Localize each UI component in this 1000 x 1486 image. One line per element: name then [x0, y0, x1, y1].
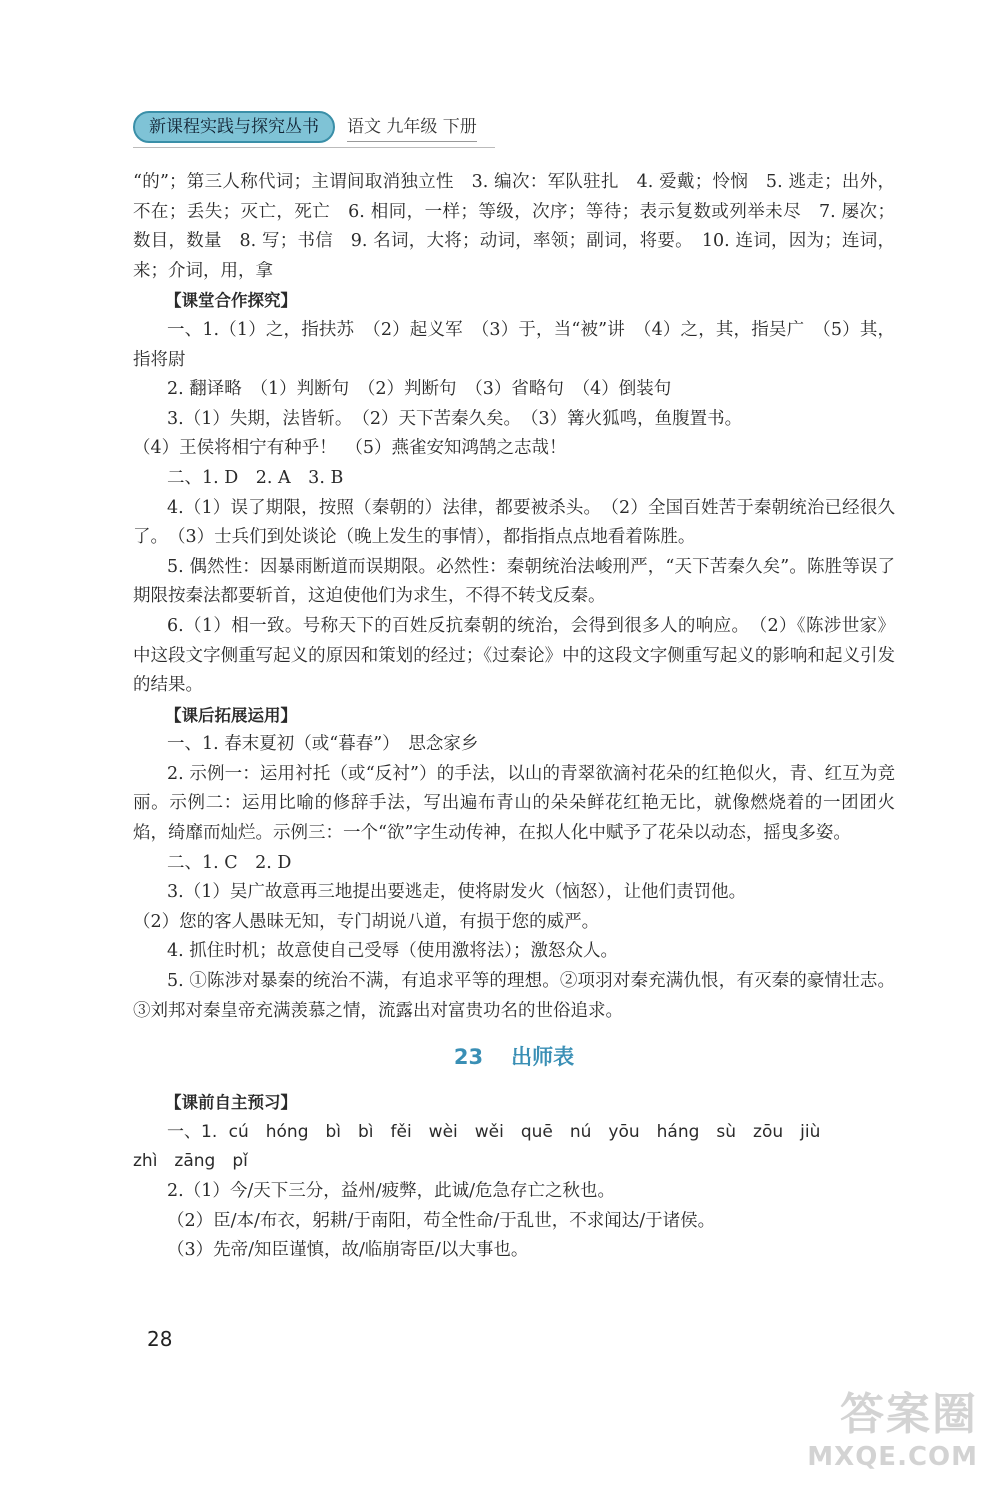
- running-header: [133, 112, 477, 142]
- answer-paragraph: （2）臣/本/布衣，躬耕/于南阳，苟全性命/于乱世，不求闻达/于诸侯。: [167, 1210, 716, 1231]
- answer-paragraph: 2.（1）今/天下三分，益州/疲弊，此诚/危急存亡之秋也。: [167, 1181, 616, 1201]
- answer-paragraph: 5. 偶然性：因暴雨断道而误期限。必然性：秦朝统治法峻刑严，“天下苦秦久矣”。陈胜等误了期限按秦法都要斩首，这迫使他们为求生，不得不转戈反秦。: [133, 556, 895, 607]
- answer-paragraph: 二、1. D 2. A 3. B: [167, 467, 344, 488]
- answer-paragraph: 3.（1）吴广故意再三地提出要逃走，使将尉发火（恼怒），让他们责罚他。: [167, 882, 747, 903]
- section-heading-preview: 【课前自主预习】: [165, 1093, 297, 1113]
- chapter-number: 23: [453, 1045, 484, 1070]
- header-rule: [133, 147, 495, 148]
- answer-paragraph: （3）先帝/知臣谨慎，故/临崩寄臣/以大事也。: [167, 1240, 529, 1261]
- page-content: [133, 168, 895, 1266]
- answer-paragraph: 6.（1）相一致。号称天下的百姓反抗秦朝的统治，会得到很多人的响应。 （2）《陈涉世家》中这段文字侧重写起义的原因和策划的经过；《过秦论》中的这段文字侧重写起义的影响和起义引发的结果。: [133, 615, 895, 696]
- answer-paragraph: 2. 示例一：运用衬托（或“反衬”）的手法，以山的青翠欲滴衬花朵的红艳似火，青、红互为竞丽。示例二：运用比喻的修辞手法，写出遍布青山的朵朵鲜花红艳无比，就像燃烧着的一团团火焰，绮靡而灿烂。示例三：一个“欲”字生动传神，在拟人化中赋予了花朵以动态，摇曳多姿。: [133, 763, 895, 844]
- answer-paragraph: 二、1. C 2. D: [167, 852, 292, 873]
- answer-paragraph: 2. 翻译略 （1）判断句 （2）判断句 （3）省略句 （4）倒装句: [167, 379, 672, 400]
- watermark: [807, 1378, 978, 1472]
- answer-paragraph: 3.（1）失期，法皆斩。 （2）天下苦秦久矣。 （3）篝火狐鸣，鱼腹置书。: [167, 408, 743, 429]
- answer-paragraph: 5. ①陈涉对暴秦的统治不满，有追求平等的理想。②项羽对秦充满仇恨，有灭秦的豪情壮志。③刘邦对秦皇帝充满羡慕之情，流露出对富贵功名的世俗追求。: [133, 971, 895, 1021]
- section-heading-after-class: 【课后拓展运用】: [165, 705, 297, 725]
- chapter-name: 出师表: [511, 1045, 575, 1070]
- pinyin-line: 一、1. cú hóng bì bì fěi wèi wěi quē nú yōu háng sù zōu jiù: [167, 1121, 821, 1142]
- watermark-url: MXQE.COM: [807, 1442, 978, 1472]
- body-paragraph: “的”；第三人称代词；主谓间取消独立性 3. 编次：军队驻扎 4. 爱戴；怜悯 5. 逃走；出外，不在；丢失；灭亡，死亡 6. 相同，一样；等级，次序；等待；表示复数或列举未尽 7. 屡次；数目，数量 8. 写；书信 9. 名词，大将；动词，率领；副词，将要。 10. 连词，因为；连词，来；介词，用，拿: [133, 172, 895, 281]
- answer-paragraph: 一、1. 春末夏初（或“暮春”） 思念家乡: [167, 734, 479, 755]
- answer-paragraph: （2）您的客人愚昧无知，专门胡说八道，有损于您的威严。: [133, 911, 600, 932]
- chapter-title: [133, 1026, 895, 1088]
- series-badge: 新课程实践与探究丛书: [133, 111, 335, 143]
- answer-paragraph: 4.（1）误了期限，按照（秦朝的）法律，都要被杀头。 （2）全国百姓苦于秦朝统治已经很久了。 （3）士兵们到处谈论（晚上发生的事情），都指指点点地看着陈胜。: [133, 497, 895, 548]
- page-number: 28: [147, 1327, 173, 1351]
- answer-paragraph: （4）王侯将相宁有种乎！ （5）燕雀安知鸿鹄之志哉！: [133, 438, 567, 459]
- section-heading-class: 【课堂合作探究】: [165, 291, 297, 311]
- watermark-logo: 答案圈: [840, 1389, 978, 1440]
- answer-paragraph: 一、1.（1）之，指扶苏 （2）起义军 （3）于，当“被”讲 （4）之，其，指吴广 （5）其，指将尉: [133, 319, 895, 370]
- subject-label: 语文 九年级 下册: [347, 113, 477, 142]
- answer-paragraph: 4. 抓住时机；故意使自己受辱（使用激将法）；激怒众人。: [167, 941, 619, 962]
- pinyin-line: zhì zāng pǐ: [133, 1151, 248, 1172]
